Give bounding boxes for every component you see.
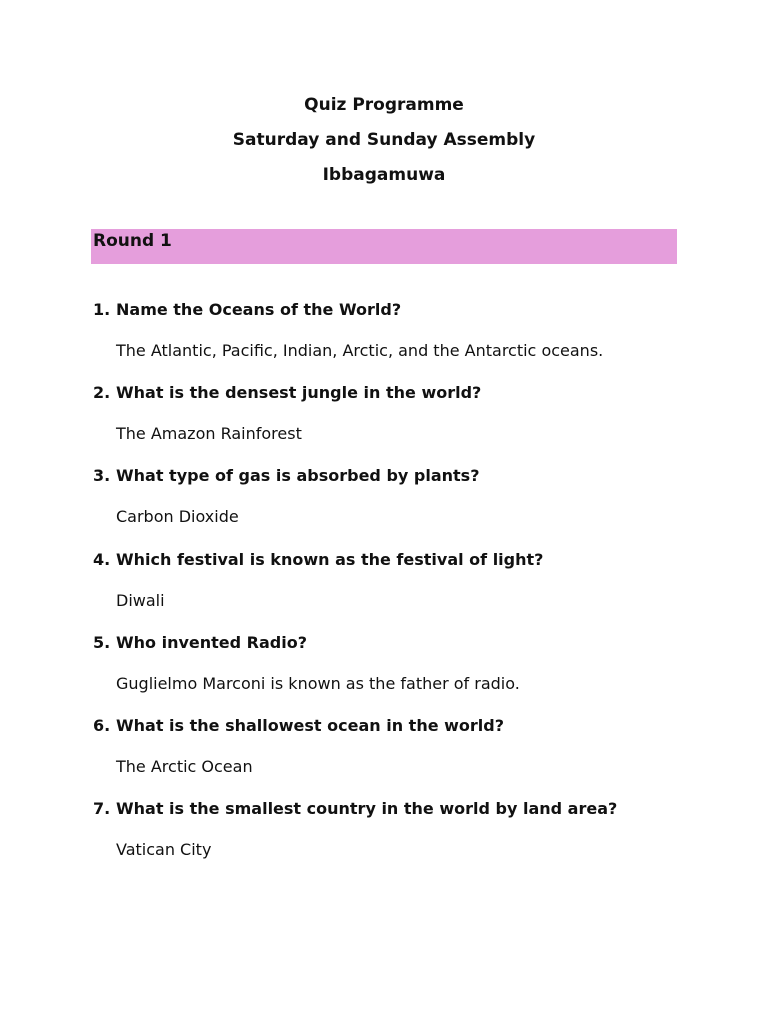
question-text: Name the Oceans of the World? — [116, 300, 402, 319]
question-number: 6. — [93, 715, 111, 735]
question-number: 5. — [93, 632, 111, 652]
round-label: Round 1 — [93, 231, 172, 251]
question-item — [91, 297, 691, 380]
question-item — [91, 713, 691, 796]
answer-text: Guglielmo Marconi is known as the father of radio. — [116, 673, 520, 693]
document-location: Ibbagamuwa — [322, 165, 446, 185]
question-text: What type of gas is absorbed by plants? — [116, 466, 480, 486]
question-text: What is the smallest country in the world by land area? — [116, 799, 618, 819]
document-header — [0, 88, 768, 193]
question-number: 7. — [93, 799, 111, 819]
question-number: 4. — [93, 549, 111, 569]
question-number: 3. — [93, 466, 111, 486]
answer-text: Vatican City — [116, 840, 212, 860]
question-number: 2. — [93, 383, 111, 403]
answer-text: The Arctic Ocean — [116, 756, 253, 776]
question-item — [91, 630, 691, 713]
document-title: Quiz Programme — [304, 95, 464, 115]
round-heading-bar — [91, 229, 677, 264]
answer-text: The Amazon Rainforest — [116, 424, 302, 444]
question-text: Who invented Radio? — [116, 632, 307, 652]
question-list — [91, 297, 691, 879]
question-text: Which festival is known as the festival of light? — [116, 549, 544, 569]
question-item — [91, 796, 691, 879]
question-item — [91, 547, 691, 630]
question-number: 1. — [93, 300, 111, 319]
document-subtitle: Saturday and Sunday Assembly — [232, 130, 536, 150]
question-text: What is the shallowest ocean in the world? — [116, 715, 505, 735]
answer-text: Carbon Dioxide — [116, 507, 239, 527]
answer-text: Diwali — [116, 590, 165, 610]
question-item — [91, 380, 691, 463]
question-item — [91, 463, 691, 546]
answer-text: The Atlantic, Pacific, Indian, Arctic, and the Antarctic oceans. — [116, 341, 604, 360]
question-text: What is the densest jungle in the world? — [116, 383, 482, 403]
